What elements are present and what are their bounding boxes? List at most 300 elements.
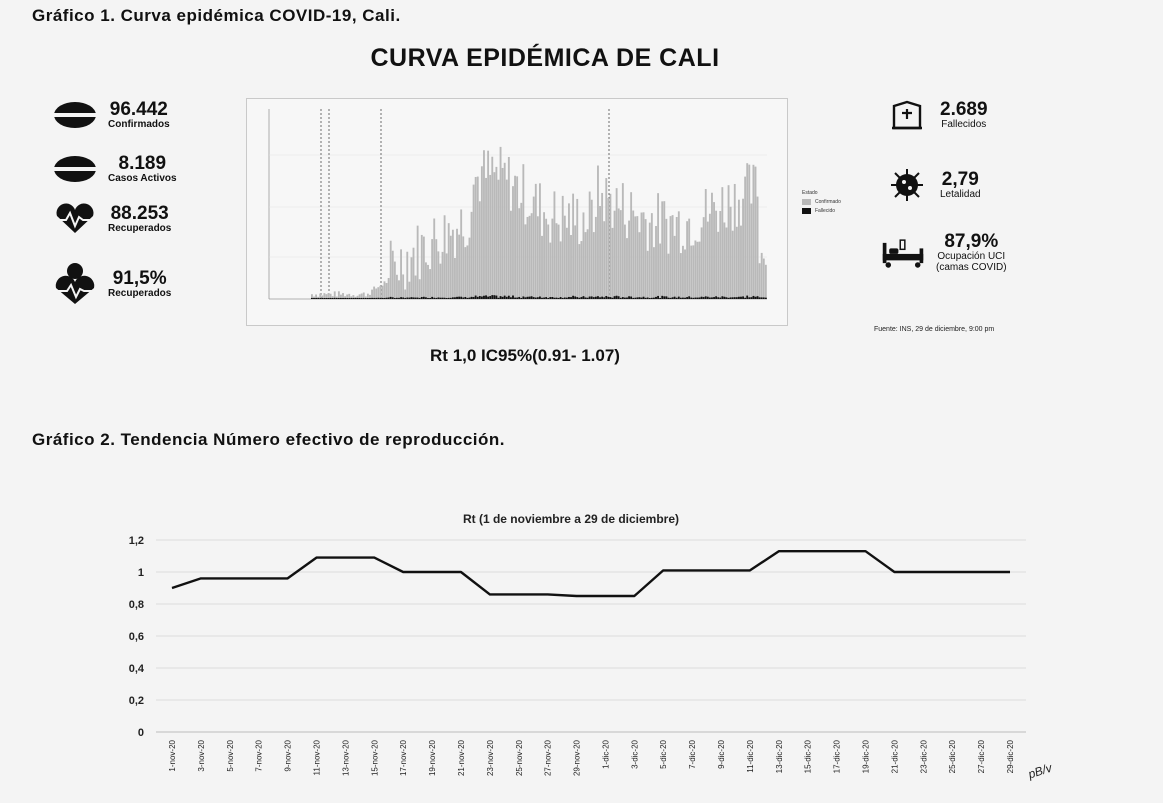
epi-bar-confirmed [643, 212, 645, 299]
epi-bar-deceased [440, 298, 442, 299]
epi-bar-deceased [323, 298, 325, 299]
epi-bar-deceased [402, 297, 404, 299]
rt-x-tick-label: 25-dic-20 [948, 740, 958, 774]
stat-icu-label: Ocupación UCI [937, 251, 1006, 262]
epi-bar-deceased [678, 297, 680, 299]
epi-bar-deceased [647, 297, 649, 299]
epi-bar-deceased [709, 298, 711, 299]
epi-bar-deceased [697, 298, 699, 299]
epi-bar-deceased [734, 297, 736, 299]
epi-bar-deceased [728, 298, 730, 299]
legend-deceased-label: Fallecido [815, 208, 836, 214]
epi-bar-confirmed [450, 236, 452, 299]
epi-bar-confirmed [381, 286, 383, 299]
stat-active-label: Casos Activos [108, 173, 177, 184]
hospital-bed-icon [880, 236, 926, 270]
epi-bar-confirmed [502, 168, 504, 299]
epi-bar-deceased [680, 298, 682, 299]
epi-bar-confirmed [417, 226, 419, 299]
epi-bar-deceased [755, 297, 757, 299]
stat-recovered [52, 202, 171, 236]
epi-bar-deceased [460, 297, 462, 299]
epi-bar-deceased [707, 297, 709, 299]
epi-bar-confirmed [400, 249, 402, 299]
epi-bar-deceased [464, 297, 466, 299]
epi-bar-confirmed [386, 283, 388, 299]
epi-bar-confirmed [672, 215, 674, 299]
epi-bar-confirmed [690, 246, 692, 299]
epi-bar-confirmed [423, 237, 425, 299]
epi-bar-deceased [456, 297, 458, 299]
epi-bar-confirmed [408, 282, 410, 299]
epi-bar-confirmed [564, 216, 566, 299]
epi-bar-confirmed [674, 236, 676, 299]
epi-bar-deceased [638, 297, 640, 299]
epi-bar-deceased [699, 297, 701, 299]
epi-bar-deceased [481, 297, 483, 299]
epi-bar-deceased [759, 297, 761, 299]
epi-bar-confirmed [562, 196, 564, 299]
epi-bar-confirmed [699, 242, 701, 299]
epi-bar-deceased [585, 297, 587, 299]
epi-bar-deceased [388, 298, 390, 299]
epi-bar-confirmed [477, 177, 479, 299]
epi-bar-confirmed [479, 201, 481, 299]
epi-bar-deceased [719, 298, 721, 299]
epi-bar-deceased [624, 298, 626, 299]
epi-bar-deceased [487, 297, 489, 299]
epi-bar-confirmed [757, 197, 759, 299]
epi-bar-confirmed [431, 239, 433, 299]
epi-bar-deceased [386, 298, 388, 299]
epi-bar-confirmed [626, 238, 628, 299]
legend-confirmed-label: Confirmado [815, 199, 841, 205]
rt-chart [96, 498, 1046, 788]
epi-bar-confirmed [485, 178, 487, 299]
epi-bar-deceased [763, 297, 765, 299]
epi-bar-confirmed [597, 166, 599, 299]
epi-bar-deceased [713, 297, 715, 299]
epi-bar-confirmed [657, 193, 659, 299]
epi-bar-deceased [506, 297, 508, 299]
stat-recovered-pct [52, 262, 171, 306]
epi-bar-confirmed [373, 287, 375, 299]
epi-bar-deceased [730, 297, 732, 299]
epi-bar-confirmed [746, 163, 748, 299]
stat-lethality-label: Letalidad [940, 189, 981, 200]
epi-bar-confirmed [618, 208, 620, 299]
epi-bar-deceased [630, 297, 632, 299]
epi-bar-confirmed [518, 208, 520, 299]
epi-bar-deceased [595, 297, 597, 299]
epi-bar-deceased [398, 298, 400, 299]
epi-bar-confirmed [585, 232, 587, 299]
epi-bar-deceased [489, 296, 491, 299]
epi-bar-confirmed [448, 223, 450, 299]
stat-recovered-pct-label: Recuperados [108, 288, 172, 299]
epi-bar-confirmed [721, 187, 723, 299]
epi-bar-confirmed [641, 213, 643, 299]
epi-bar-confirmed [651, 213, 653, 299]
epi-bar-confirmed [670, 216, 672, 299]
epi-bar-deceased [564, 297, 566, 299]
epi-bar-confirmed [396, 275, 398, 299]
epi-bar-deceased [336, 298, 338, 299]
epi-bar-confirmed [665, 219, 667, 299]
epi-bar-confirmed [390, 241, 392, 299]
rt-x-tick-label: 7-nov-20 [254, 740, 264, 772]
epi-bar-confirmed [371, 290, 373, 299]
heart-pulse-icon [52, 202, 98, 236]
epi-bar-deceased [545, 297, 547, 299]
epi-bar-confirmed [384, 281, 386, 299]
epi-bar-confirmed [682, 246, 684, 299]
epi-bar-deceased [448, 298, 450, 299]
epi-bar-deceased [330, 298, 332, 299]
stat-recovered-value: 88.253 [110, 203, 169, 224]
epi-bar-deceased [522, 296, 524, 299]
epi-bar-deceased [651, 298, 653, 299]
epi-bar-deceased [740, 297, 742, 299]
epi-bar-deceased [736, 297, 738, 299]
epi-bar-confirmed [591, 200, 593, 299]
epi-bar-confirmed [711, 193, 713, 299]
epi-bar-deceased [315, 298, 317, 299]
rt-summary: Rt 1,0 IC95%(0.91- 1.07) [430, 346, 620, 365]
epi-bar-deceased [717, 297, 719, 299]
epi-bar-confirmed [554, 191, 556, 299]
epi-bar-confirmed [462, 236, 464, 299]
rt-x-tick-label: 1-nov-20 [168, 740, 177, 772]
epi-bar-confirmed [491, 157, 493, 299]
epi-bar-confirmed [500, 147, 502, 299]
epi-bar-deceased [429, 298, 431, 299]
epi-bar-deceased [495, 296, 497, 299]
epi-legend [802, 190, 841, 214]
epi-bar-confirmed [495, 167, 497, 299]
epi-bar-deceased [458, 297, 460, 299]
epi-bar-confirmed [609, 194, 611, 299]
epi-bar-deceased [413, 297, 415, 299]
epi-bar-deceased [578, 298, 580, 299]
epi-bar-confirmed [755, 167, 757, 299]
epi-bar-deceased [363, 298, 365, 299]
epi-bar-deceased [321, 298, 323, 299]
epi-bar-confirmed [570, 235, 572, 299]
epi-bar-deceased [514, 298, 516, 299]
epi-bar-confirmed [697, 242, 699, 299]
epi-bar-confirmed [427, 265, 429, 299]
stat-confirmed [52, 98, 170, 132]
epi-bar-deceased [742, 296, 744, 299]
epi-bar-confirmed [568, 203, 570, 299]
epi-bar-confirmed [446, 253, 448, 299]
rt-x-tick-label: 3-dic-20 [630, 740, 640, 769]
stat-icu [880, 232, 1007, 273]
epi-bar-deceased [427, 298, 429, 299]
epi-bar-deceased [471, 297, 473, 299]
epi-bar-confirmed [713, 202, 715, 299]
rt-x-tick-label: 23-nov-20 [485, 740, 495, 777]
rt-x-tick-label: 21-dic-20 [890, 740, 900, 774]
epi-bar-deceased [400, 297, 402, 299]
epi-bar-confirmed [612, 228, 614, 299]
epi-bar-deceased [369, 298, 371, 299]
stat-confirmed-label: Confirmados [108, 119, 170, 130]
epi-bar-confirmed [694, 240, 696, 299]
epi-bar-confirmed [524, 224, 526, 299]
rt-x-tick-label: 13-dic-20 [774, 740, 784, 774]
epi-bar-deceased [342, 298, 344, 299]
epi-bar-confirmed [715, 211, 717, 299]
epi-bar-deceased [381, 298, 383, 299]
epi-bar-confirmed [736, 227, 738, 299]
epidemic-curve-chart [246, 98, 788, 326]
epi-bar-deceased [655, 297, 657, 299]
epi-bar-confirmed [442, 252, 444, 299]
rt-y-tick-label: 1,2 [128, 535, 144, 547]
epi-bar-deceased [603, 297, 605, 299]
epi-bar-deceased [692, 298, 694, 299]
epi-bar-confirmed [522, 164, 524, 299]
stat-icu-label2: (camas COVID) [936, 262, 1007, 273]
epi-bar-confirmed [533, 197, 535, 299]
epi-bar-deceased [518, 297, 520, 299]
rt-x-tick-label: 11-dic-20 [745, 740, 755, 773]
epi-bar-confirmed [466, 245, 468, 299]
epi-bar-deceased [520, 298, 522, 299]
epi-bar-deceased [415, 298, 417, 299]
epi-bar-deceased [527, 297, 529, 299]
epi-bar-deceased [566, 298, 568, 299]
epi-bar-deceased [688, 296, 690, 299]
rt-x-tick-label: 3-nov-20 [196, 740, 206, 772]
epi-bar-deceased [371, 298, 373, 299]
epi-bar-deceased [690, 298, 692, 299]
epi-bar-deceased [761, 297, 763, 299]
epi-bar-deceased [338, 298, 340, 299]
epi-bar-confirmed [744, 177, 746, 299]
epi-bar-deceased [672, 297, 674, 299]
epi-bar-confirmed [415, 276, 417, 299]
epi-bar-confirmed [634, 216, 636, 299]
stat-deceased-label: Fallecidos [941, 119, 987, 130]
rt-y-tick-label: 0,2 [128, 695, 144, 707]
epi-bar-deceased [657, 296, 659, 299]
epi-bar-confirmed [452, 230, 454, 299]
epi-bar-deceased [601, 297, 603, 299]
epi-bar-deceased [726, 297, 728, 299]
epi-bar-confirmed [520, 203, 522, 299]
person-heart-icon [52, 262, 98, 306]
epi-bar-confirmed [645, 219, 647, 299]
epi-bar-confirmed [576, 199, 578, 299]
epi-bar-deceased [375, 298, 377, 299]
epi-legend-title: Estado [802, 190, 818, 196]
epi-bar-deceased [665, 296, 667, 299]
epi-bar-confirmed [740, 226, 742, 299]
epi-bar-confirmed [433, 218, 435, 299]
rt-x-tick-label: 25-nov-20 [514, 740, 524, 777]
epi-bar-deceased [554, 298, 556, 299]
epi-bar-deceased [670, 298, 672, 299]
epi-bar-deceased [628, 296, 630, 299]
rt-x-tick-label: 21-nov-20 [456, 740, 466, 777]
epi-bar-deceased [423, 297, 425, 299]
epi-bar-confirmed [752, 165, 754, 299]
epi-bar-confirmed [748, 165, 750, 299]
epi-bar-deceased [748, 297, 750, 299]
epi-bar-confirmed [688, 219, 690, 299]
epi-bar-deceased [605, 296, 607, 299]
epi-bar-deceased [705, 296, 707, 299]
epi-bar-confirmed [454, 258, 456, 299]
epi-bar-confirmed [738, 200, 740, 299]
epi-bar-deceased [587, 298, 589, 299]
epi-bar-confirmed [392, 251, 394, 299]
stat-recovered-pct-value: 91,5% [112, 268, 167, 289]
epi-bar-deceased [765, 298, 767, 299]
epi-bar-deceased [562, 298, 564, 299]
epi-bar-deceased [618, 296, 620, 299]
epi-bar-deceased [394, 298, 396, 299]
epi-bar-deceased [535, 298, 537, 299]
epi-bar-deceased [622, 297, 624, 299]
epi-bar-confirmed [469, 238, 471, 299]
epi-bar-confirmed [483, 150, 485, 299]
epi-bar-deceased [491, 295, 493, 299]
epi-bar-deceased [344, 298, 346, 299]
epi-bar-deceased [659, 298, 661, 299]
epi-bar-deceased [431, 297, 433, 299]
rt-x-tick-label: 27-nov-20 [543, 740, 553, 777]
epi-bar-deceased [746, 296, 748, 299]
epi-bar-deceased [328, 298, 330, 299]
epi-bar-confirmed [506, 180, 508, 299]
epi-bar-confirmed [628, 221, 630, 299]
epi-bar-deceased [531, 296, 533, 299]
epi-bar-confirmed [535, 184, 537, 299]
epi-bar-confirmed [709, 214, 711, 299]
epi-bar-deceased [404, 298, 406, 299]
epi-bar-confirmed [512, 186, 514, 299]
epi-bar-confirmed [419, 279, 421, 299]
epi-bar-deceased [529, 297, 531, 299]
epi-bar-confirmed [595, 217, 597, 299]
epi-bar-confirmed [589, 192, 591, 299]
epi-bar-deceased [609, 297, 611, 299]
epi-bar-confirmed [732, 231, 734, 299]
epi-bar-confirmed [593, 232, 595, 299]
epi-bar-confirmed [659, 244, 661, 299]
epi-bar-deceased [612, 298, 614, 299]
epi-bar-deceased [684, 298, 686, 299]
epi-bar-deceased [620, 298, 622, 299]
epi-bar-deceased [715, 296, 717, 299]
epi-bar-confirmed [440, 264, 442, 299]
epi-bar-confirmed [425, 262, 427, 299]
epi-bar-confirmed [678, 211, 680, 299]
rt-x-tick-label: 17-dic-20 [832, 740, 842, 774]
epi-bar-deceased [485, 295, 487, 299]
epi-bar-confirmed [406, 252, 408, 299]
epi-bar-deceased [682, 298, 684, 299]
rt-x-tick-label: 7-dic-20 [688, 740, 698, 769]
epi-bar-confirmed [516, 176, 518, 299]
epi-bar-deceased [649, 298, 651, 299]
rt-x-tick-label: 17-nov-20 [399, 740, 409, 777]
epi-bar-deceased [392, 297, 394, 299]
epi-bar-deceased [533, 297, 535, 299]
epi-bar-deceased [653, 298, 655, 299]
epi-bar-confirmed [481, 166, 483, 299]
epi-bar-deceased [512, 296, 514, 299]
stat-lethality [884, 168, 981, 202]
rt-x-tick-label: 29-nov-20 [572, 740, 582, 777]
grafico1-heading: Gráfico 1. Curva epidémica COVID-19, Cali. [32, 6, 401, 25]
epi-bar-deceased [516, 298, 518, 299]
epi-bar-confirmed [493, 172, 495, 299]
epi-bar-confirmed [578, 244, 580, 299]
epi-bar-confirmed [765, 265, 767, 299]
epi-bar-deceased [524, 297, 526, 299]
epi-bar-confirmed [616, 188, 618, 299]
rt-x-tick-label: 27-dic-20 [977, 740, 987, 774]
epi-bar-deceased [641, 298, 643, 299]
stat-deceased [884, 98, 988, 132]
epi-bar-deceased [493, 295, 495, 299]
epi-bar-confirmed [473, 185, 475, 299]
epi-bar-confirmed [653, 247, 655, 299]
epi-bar-deceased [643, 297, 645, 299]
epi-bar-confirmed [541, 236, 543, 299]
epi-bar-confirmed [583, 212, 585, 299]
epi-bar-confirmed [527, 217, 529, 299]
rt-x-tick-label: 29-dic-20 [1006, 740, 1015, 774]
epi-bar-deceased [701, 297, 703, 299]
legend-swatch-deceased [802, 208, 811, 214]
epi-bar-deceased [340, 298, 342, 299]
epi-bar-deceased [723, 297, 725, 299]
epi-bar-confirmed [444, 215, 446, 299]
epi-bar-confirmed [759, 263, 761, 299]
epi-bar-deceased [452, 297, 454, 299]
epi-bar-confirmed [605, 178, 607, 299]
epi-bar-deceased [591, 296, 593, 299]
epi-bar-deceased [663, 296, 665, 299]
epi-bar-deceased [367, 298, 369, 299]
epi-bar-deceased [317, 298, 319, 299]
rt-x-tick-label: 11-nov-20 [312, 740, 322, 776]
epi-bar-deceased [616, 296, 618, 299]
epi-bar-deceased [442, 298, 444, 299]
rt-x-tick-label: 19-dic-20 [861, 740, 871, 774]
epi-bar-confirmed [543, 212, 545, 299]
stat-recovered-label: Recuperados [108, 223, 172, 234]
stat-icu-value: 87,9% [944, 231, 999, 252]
epi-bar-deceased [390, 297, 392, 299]
rt-y-tick-label: 0,8 [128, 599, 144, 611]
epi-bar-confirmed [529, 216, 531, 299]
epi-bar-confirmed [763, 259, 765, 299]
epi-bar-confirmed [489, 175, 491, 299]
rt-x-tick-label: 15-dic-20 [803, 740, 813, 774]
epi-bar-confirmed [437, 251, 439, 299]
epi-bar-deceased [435, 298, 437, 299]
signature: pB/v [1026, 760, 1054, 782]
epi-bar-deceased [580, 297, 582, 299]
epi-bar-deceased [425, 297, 427, 299]
